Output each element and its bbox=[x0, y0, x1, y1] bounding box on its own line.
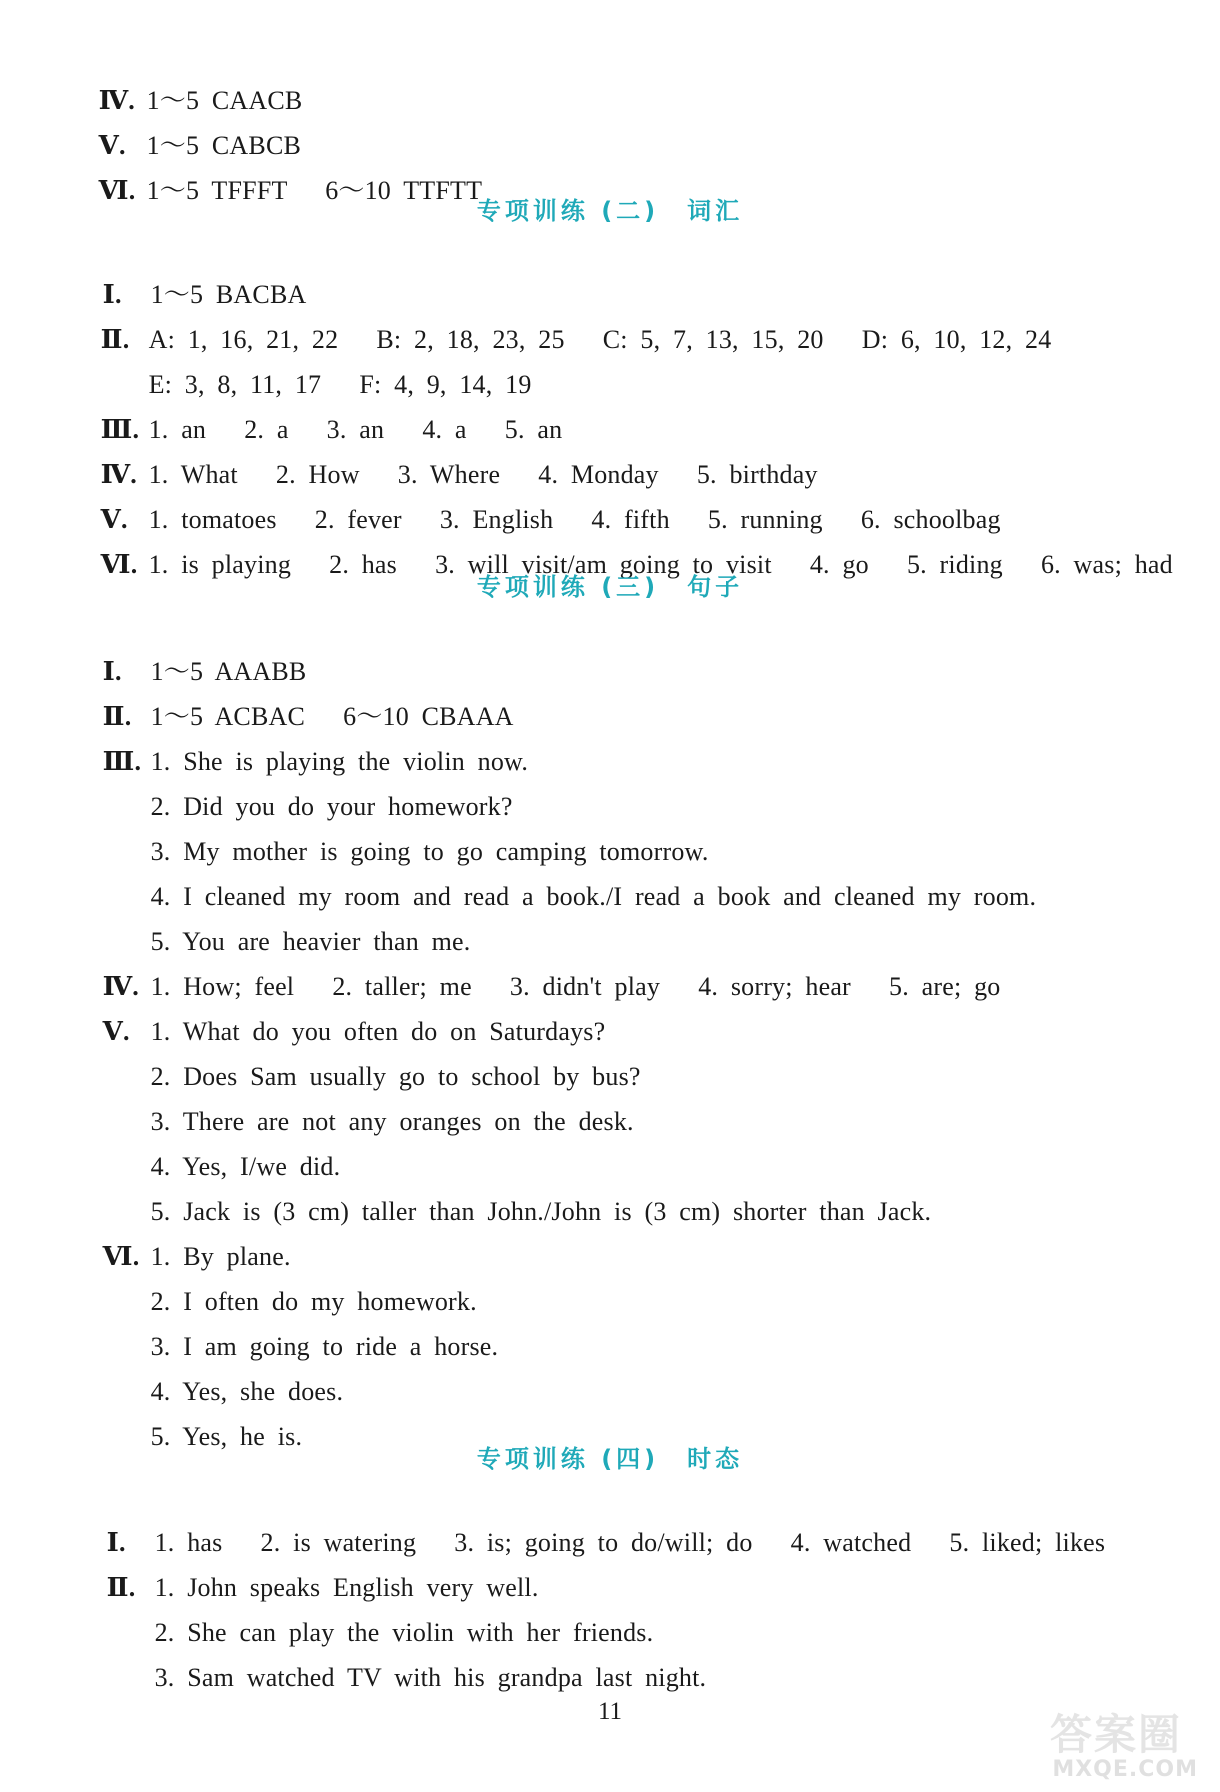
answer-text: 2. I often do my homework. bbox=[150, 1287, 477, 1316]
question-number: Ⅰ. bbox=[106, 1528, 126, 1557]
section-heading bbox=[0, 572, 1220, 602]
question-number: Ⅴ. bbox=[100, 505, 128, 534]
answer-text: 3. There are not any oranges on the desk. bbox=[150, 1107, 634, 1136]
answer-text: 4. Yes, I/we did. bbox=[150, 1152, 341, 1181]
answer-text: 1～5 AAABB bbox=[150, 657, 307, 686]
answer-text: A: 1, 16, 21, 22 B: 2, 18, 23, 25 C: 5, 7, 13, 15, 20 D: 6, 10, 12, 24 bbox=[148, 325, 1052, 354]
answer-text: 5. Yes, he is. bbox=[150, 1422, 303, 1451]
answer-text: 1. is playing 2. has 3. will visit/am going to visit 4. go 5. riding 6. was; had bbox=[148, 550, 1173, 579]
question-number: Ⅰ. bbox=[102, 280, 122, 309]
answer-text: 2. She can play the violin with her friends. bbox=[154, 1618, 654, 1647]
answer-text: 1. She is playing the violin now. bbox=[150, 747, 529, 776]
section-heading bbox=[0, 1444, 1220, 1474]
answer-text: E: 3, 8, 11, 17 F: 4, 9, 14, 19 bbox=[148, 370, 532, 399]
question-number: Ⅵ. bbox=[102, 1242, 140, 1271]
answer-text: 4. Yes, she does. bbox=[150, 1377, 344, 1406]
answer-text: 1. By plane. bbox=[150, 1242, 291, 1271]
section-title: 专项训练 (三) bbox=[476, 573, 660, 601]
answer-text: 3. Sam watched TV with his grandpa last night. bbox=[154, 1663, 707, 1692]
question-number: Ⅳ. bbox=[100, 460, 137, 489]
answer-text: 1～5 CABCB bbox=[146, 131, 302, 160]
answer-text: 3. My mother is going to go camping tomorrow. bbox=[150, 837, 709, 866]
answer-text: 5. You are heavier than me. bbox=[150, 927, 471, 956]
watermark-logo-text: 答案圈 bbox=[1049, 1710, 1182, 1759]
answer-text: 1. John speaks English very well. bbox=[154, 1573, 539, 1602]
question-number: Ⅴ. bbox=[98, 131, 126, 160]
answer-text: 1. has 2. is watering 3. is; going to do/will; do 4. watched 5. liked; likes bbox=[154, 1528, 1106, 1557]
answer-text: 4. I cleaned my room and read a book./I read a book and cleaned my room. bbox=[150, 882, 1037, 911]
answer-text: 1. an 2. a 3. an 4. a 5. an bbox=[148, 415, 563, 444]
answer-text: 1～5 BACBA bbox=[150, 280, 307, 309]
section-heading bbox=[0, 196, 1220, 226]
answer-text: 1～5 ACBAC 6～10 CBAAA bbox=[150, 702, 514, 731]
answer-text: 1. How; feel 2. taller; me 3. didn't play 4. sorry; hear 5. are; go bbox=[150, 972, 1001, 1001]
question-number: Ⅵ. bbox=[100, 550, 138, 579]
watermark-url: MXQE.COM bbox=[1052, 1757, 1198, 1782]
question-number: Ⅱ. bbox=[100, 325, 130, 354]
answer-text: 2. Did you do your homework? bbox=[150, 792, 513, 821]
section-title: 专项训练 (二) bbox=[476, 197, 660, 225]
answer-text: 3. I am going to ride a horse. bbox=[150, 1332, 499, 1361]
answer-text: 1. tomatoes 2. fever 3. English 4. fifth 5. running 6. schoolbag bbox=[148, 505, 1001, 534]
answer-text: 1. What 2. How 3. Where 4. Monday 5. birthday bbox=[148, 460, 818, 489]
section-topic: 句子 bbox=[687, 573, 744, 601]
question-number: Ⅳ. bbox=[102, 972, 139, 1001]
answer-text: 2. Does Sam usually go to school by bus? bbox=[150, 1062, 641, 1091]
question-number: Ⅴ. bbox=[102, 1017, 130, 1046]
question-number: Ⅱ. bbox=[106, 1573, 136, 1602]
question-number: Ⅲ. bbox=[100, 415, 140, 444]
question-number: Ⅱ. bbox=[102, 702, 132, 731]
section-topic: 词汇 bbox=[687, 197, 744, 225]
answer-text: 1. What do you often do on Saturdays? bbox=[150, 1017, 606, 1046]
section-title: 专项训练 (四) bbox=[476, 1445, 660, 1473]
answer-text: 5. Jack is (3 cm) taller than John./John is (3 cm) shorter than Jack. bbox=[150, 1197, 932, 1226]
question-number: Ⅲ. bbox=[102, 747, 142, 776]
section-topic: 时态 bbox=[687, 1445, 744, 1473]
watermark-logo bbox=[1012, 1700, 1202, 1784]
question-number: Ⅵ. bbox=[98, 176, 136, 205]
question-number: Ⅰ. bbox=[102, 657, 122, 686]
page-number: 11 bbox=[597, 1698, 623, 1725]
answer-text: 1～5 CAACB bbox=[146, 86, 303, 115]
question-number: Ⅳ. bbox=[98, 86, 135, 115]
answer-text: 1～5 TFFFT 6～10 TTFTT bbox=[146, 176, 483, 205]
